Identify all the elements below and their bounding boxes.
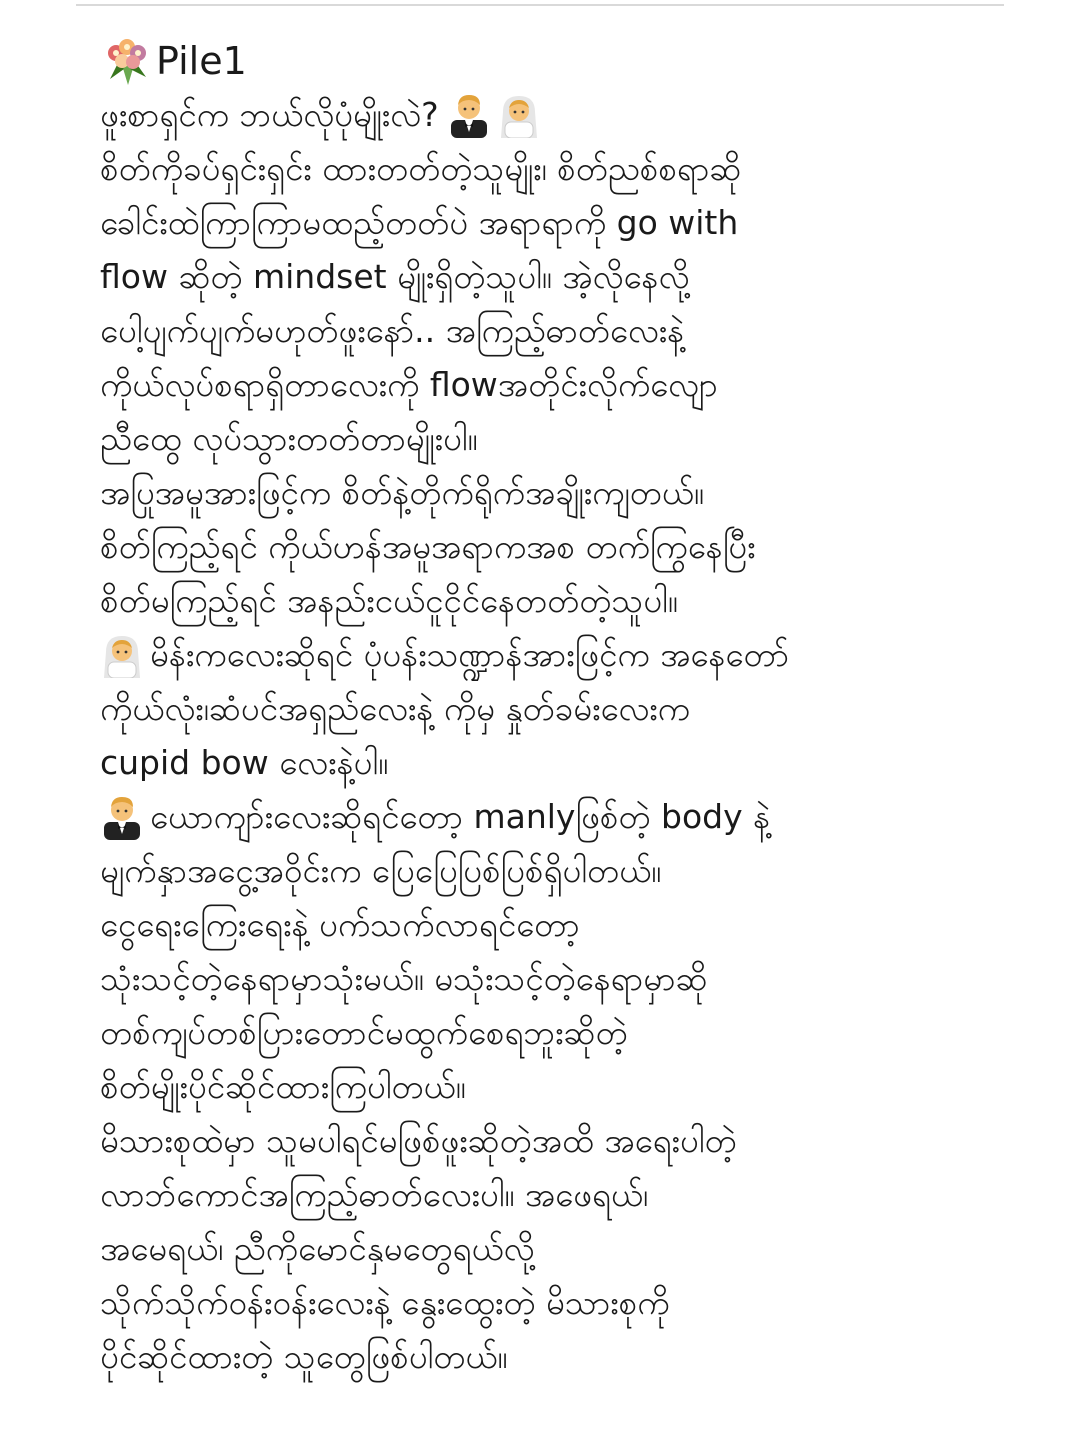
post-body (100, 34, 1000, 1384)
post-line-text: ယောကျာ်းလေးဆိုရင်တော့ manlyဖြစ်တဲ့ body နဲ့ (150, 797, 771, 836)
post-line-text: စိတ်မျိုးပိုင်ဆိုင်ထားကြပါတယ်။ (100, 1067, 466, 1106)
post-title-row (100, 34, 1000, 88)
bride-emoji-icon (100, 632, 144, 678)
post-title: Pile1 (156, 39, 247, 83)
post-line-17 (100, 952, 1000, 1006)
post-line-text: စိတ်ကိုခပ်ရှင်းရှင်း ထားတတ်တဲ့သူမျိုး၊ စိတ်ညစ်စရာဆို (100, 149, 742, 188)
post-line-21 (100, 1168, 1000, 1222)
post-line-text: ဖူးစာရှင်က ဘယ်လိုပုံမျိုးလဲ? (100, 95, 439, 134)
post-line-13 (100, 736, 1000, 790)
post-line-23 (100, 1276, 1000, 1330)
post-line-10 (100, 574, 1000, 628)
post-line-text: အပြုအမူအားဖြင့်က စိတ်နဲ့တိုက်ရိုက်အချိုးကျတယ်။ (100, 473, 704, 512)
post-line-text: စိတ်ကြည့်ရင် ကိုယ်ဟန်အမူအရာကအစ တက်ကြွနေပြီး (100, 527, 756, 566)
post-line-text: မိသားစုထဲမှာ သူမပါရင်မဖြစ်ဖူးဆိုတဲ့အထိ အရေးပါတဲ့ (100, 1121, 737, 1160)
post-line-18 (100, 1006, 1000, 1060)
post-line-1 (100, 88, 1000, 142)
groom-emoji-icon (100, 794, 144, 840)
post-line-14 (100, 790, 1000, 844)
post-line-text: cupid bow လေးနဲ့ပါ။ (100, 743, 389, 782)
post-line-text: အမေရယ်၊ ညီကိုမောင်နှမတွေရယ်လို့ (100, 1229, 535, 1268)
post-line-8 (100, 466, 1000, 520)
post-line-text: တစ်ကျပ်တစ်ပြားတောင်မထွက်စေရဘူးဆိုတဲ့ (100, 1013, 628, 1052)
post-line-text: ပေါ့ပျက်ပျက်မဟုတ်ဖူးနော်.. အကြည့်ဓာတ်လေးနဲ့ (100, 311, 685, 350)
post-line-19 (100, 1060, 1000, 1114)
post-line-text: ကိုယ်လုံး၊ဆံပင်အရှည်လေးနဲ့ ကိုမှ နှုတ်ခမ်းလေးက (100, 689, 690, 728)
post-line-9 (100, 520, 1000, 574)
post-line-text: ခေါင်းထဲကြာကြာမထည့်တတ်ပဲ အရာရာကို go with (100, 203, 739, 242)
post-line-text: ညီထွေ လုပ်သွားတတ်တာမျိုးပါ။ (100, 419, 478, 458)
bouquet-icon (100, 35, 152, 87)
post-line-22 (100, 1222, 1000, 1276)
post-line-text: ကိုယ်လုပ်စရာရှိတာလေးကို flowအတိုင်းလိုက်လျော (100, 365, 718, 404)
post-line-text: မျက်နှာအ‌ငွေ့အ‌ဝိုင်းက ပြေပြေပြစ်ပြစ်ရှိပါတယ်။ (100, 851, 662, 890)
bride-emoji-icon (497, 92, 541, 138)
post-line-7 (100, 412, 1000, 466)
post-line-text: flow ဆိုတဲ့ mindset မျိုးရှိတဲ့သူပါ။ အဲ့လိုနေလို့ (100, 257, 690, 296)
post-line-text: လာဘ်ကောင်အကြည့်ဓာတ်လေးပါ။ အဖေရယ်၊ (100, 1175, 649, 1214)
post-line-2 (100, 142, 1000, 196)
post-line-6 (100, 358, 1000, 412)
post-line-text: သုံးသင့်တဲ့နေရာမှာသုံးမယ်။ မသုံးသင့်တဲ့နေရာမှာဆို (100, 959, 708, 998)
post-line-20 (100, 1114, 1000, 1168)
post-line-text: ပိုင်ဆိုင်ထားတဲ့ သူတွေဖြစ်ပါတယ်။ (100, 1337, 508, 1376)
post-line-15 (100, 844, 1000, 898)
post-line-16 (100, 898, 1000, 952)
post-line-5 (100, 304, 1000, 358)
groom-emoji-icon (447, 92, 491, 138)
post-line-text: သိုက်သိုက်ဝန်းဝန်းလေးနဲ့ နွေးထွေးတဲ့ မိသားစုကို (100, 1283, 670, 1322)
post-line-12 (100, 682, 1000, 736)
post-line-text: ငွေရေးကြေးရေးနဲ့ ပက်သက်လာရင်တော့ (100, 905, 580, 944)
post-line-3 (100, 196, 1000, 250)
post-line-4 (100, 250, 1000, 304)
post-line-24 (100, 1330, 1000, 1384)
post-line-text: စိတ်မကြည့်ရင် အနည်းငယ်ငူငိုင်နေတတ်တဲ့သူပါ။ (100, 581, 678, 620)
top-divider (76, 4, 1004, 6)
post-line-11 (100, 628, 1000, 682)
post-line-text: မိန်းကလေးဆိုရင် ပုံပန်းသဏ္ဍာန်အားဖြင့်က အနေတော် (150, 635, 790, 674)
